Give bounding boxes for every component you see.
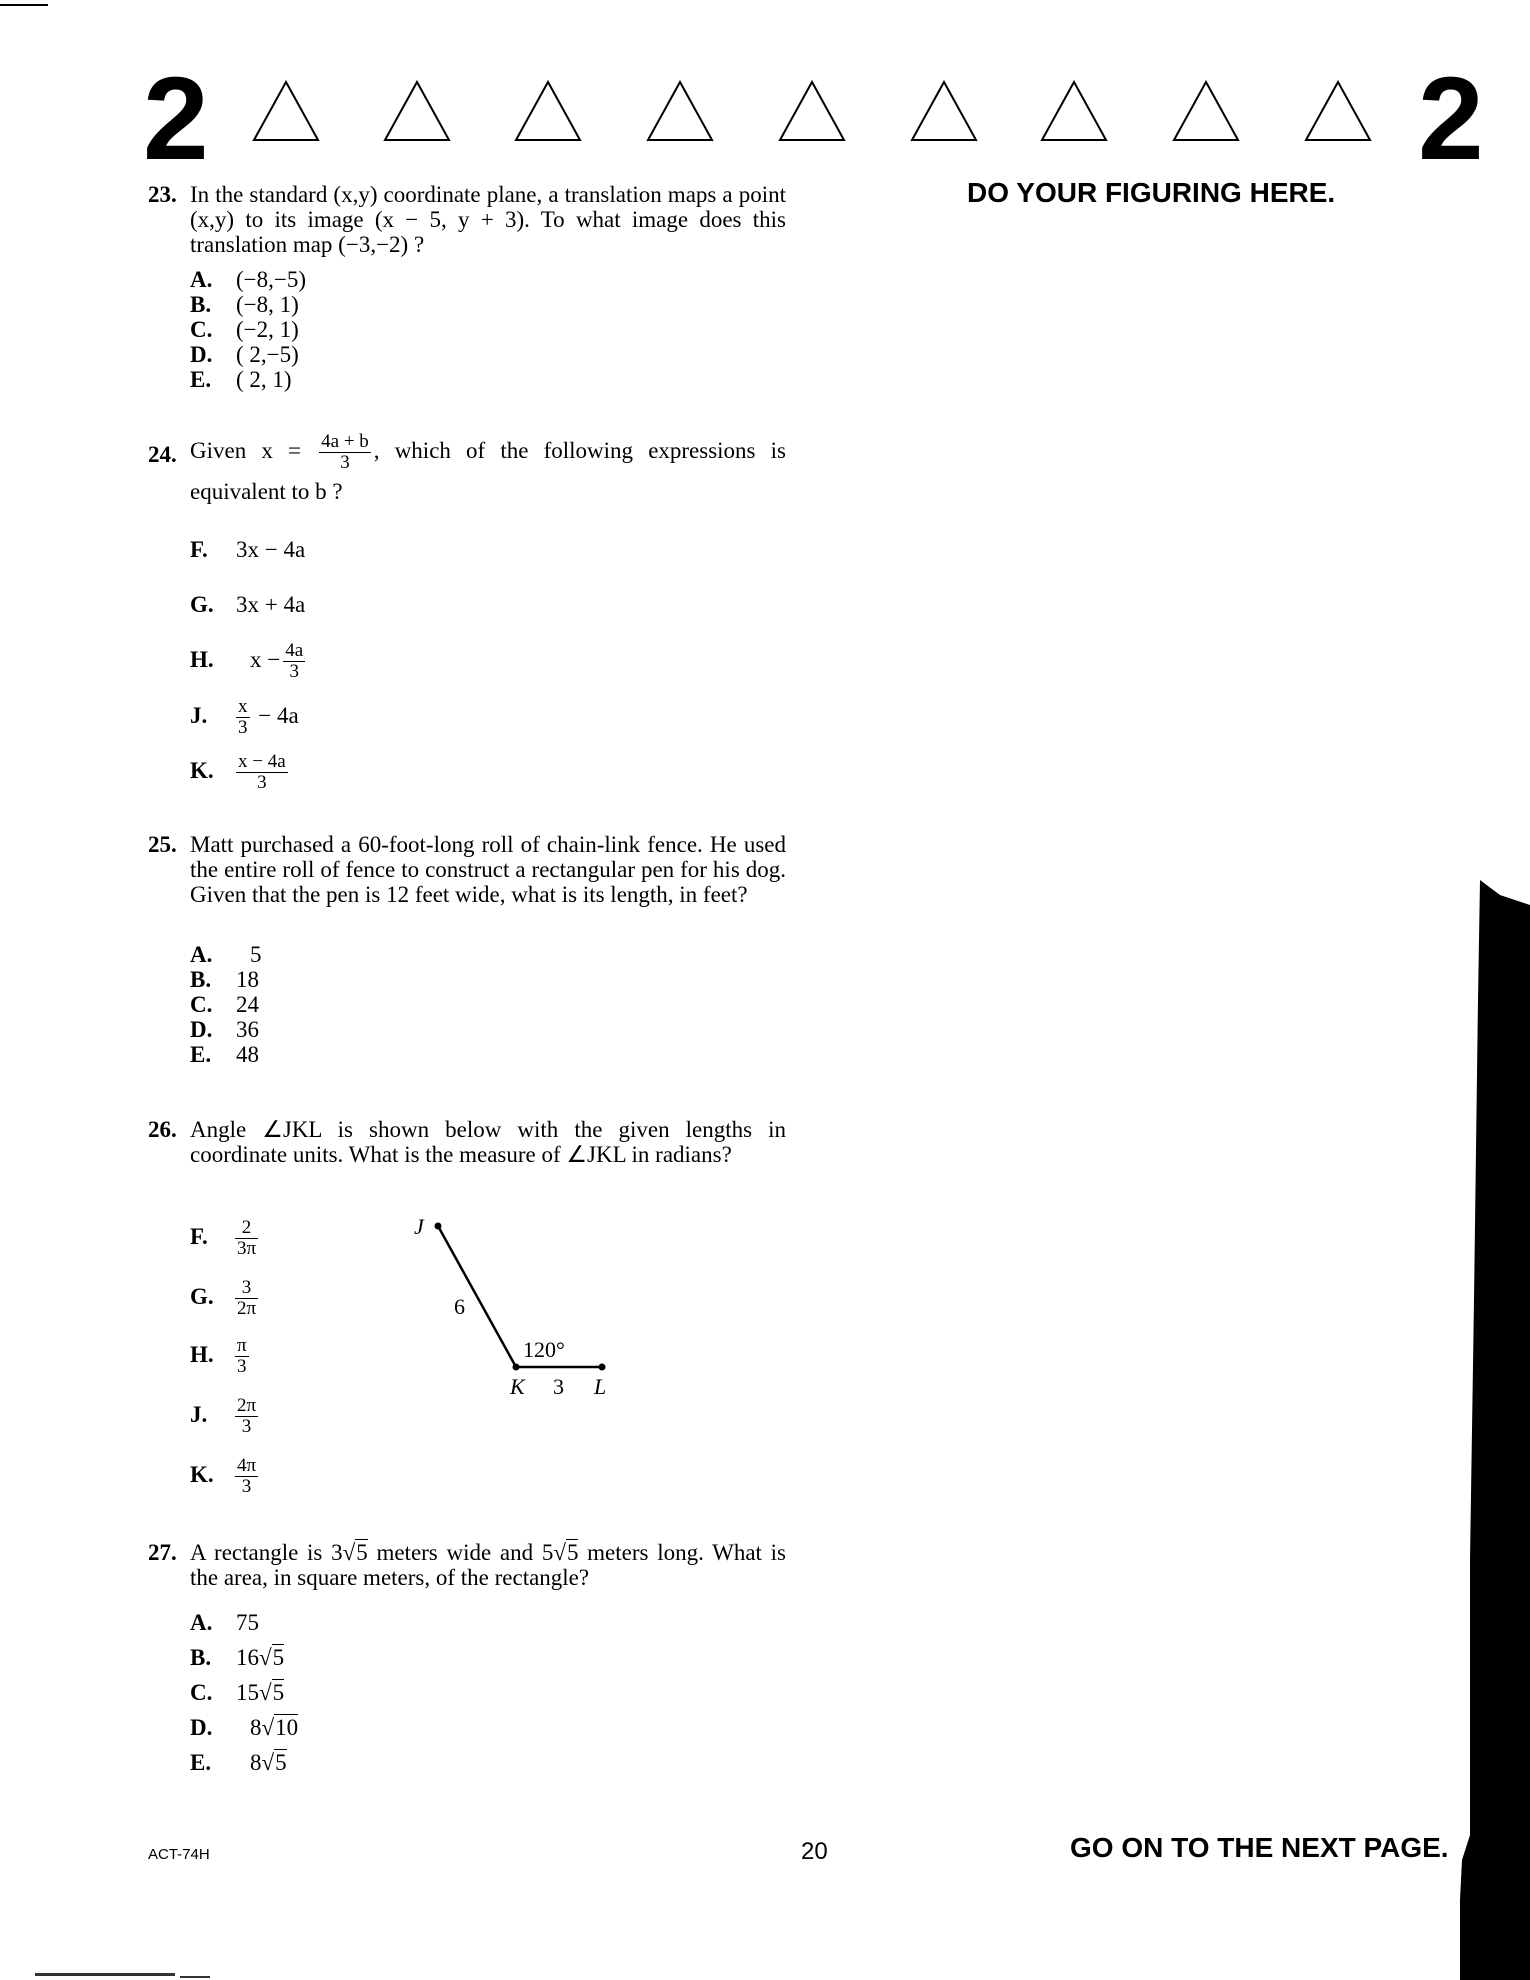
option-j: J. $\frac{2\pi}{3}$ <box>190 1395 257 1437</box>
label-l: L <box>594 1374 607 1399</box>
question-stem: In the standard (x,y) coordinate plane, a translation maps a point (x,y) to its image (x − 5, y + 3). To what image does this translation map (−3,−2) ? <box>190 182 786 257</box>
option-e: E. ( 2, 1) <box>190 367 292 392</box>
option-g: G. 3x + 4a <box>190 592 306 617</box>
triangle-icon <box>648 82 712 140</box>
triangle-icon <box>254 82 318 140</box>
question-number: 25. <box>148 832 177 857</box>
option-a: A. 75 <box>190 1610 259 1635</box>
option-a: A. 5 <box>190 942 262 967</box>
triangle-icon <box>1174 82 1238 140</box>
label-side-kl: 3 <box>553 1374 564 1399</box>
option-c: C. 24 <box>190 992 259 1017</box>
question-number: 24. <box>148 442 177 467</box>
scan-mark <box>0 4 48 6</box>
segment-jk <box>438 1226 516 1367</box>
option-c: C. 15√5 <box>190 1680 285 1705</box>
option-a: A. (−8,−5) <box>190 267 307 292</box>
option-c: C. (−2, 1) <box>190 317 299 342</box>
scan-mark <box>180 1976 210 1978</box>
page-number: 20 <box>801 1838 828 1865</box>
question-number: 23. <box>148 182 177 207</box>
question-number: 26. <box>148 1117 177 1142</box>
triangle-icon <box>516 82 580 140</box>
angle-jkl-figure <box>400 1210 640 1410</box>
figuring-note: DO YOUR FIGURING HERE. <box>967 177 1336 208</box>
test-code: ACT-74H <box>148 1846 210 1863</box>
fraction: $\frac{4a + b}{3}$ <box>321 431 369 474</box>
option-d: D. 36 <box>190 1017 259 1042</box>
triangle-icon <box>912 82 976 140</box>
question-24 <box>148 432 786 511</box>
question-27 <box>148 1540 786 1590</box>
option-k: K. $\frac{4\pi}{3}$ <box>190 1455 257 1497</box>
option-h: H. $\frac{\pi}{3}$ <box>190 1335 247 1377</box>
question-23 <box>148 182 786 257</box>
label-side-jk: 6 <box>454 1294 465 1319</box>
question-stem: Matt purchased a 60-foot-long roll of chain-link fence. He used the entire roll of fence to construct a rectangular pen for his dog. Given that the pen is 12 feet wide, what is its length, in feet? <box>190 832 786 907</box>
triangle-icon <box>385 82 449 140</box>
next-page-note: GO ON TO THE NEXT PAGE. <box>1070 1832 1449 1863</box>
option-f: F. 3x − 4a <box>190 537 306 562</box>
question-26 <box>148 1117 786 1167</box>
option-d: D. 8√10 <box>190 1715 299 1740</box>
question-number: 27. <box>148 1540 177 1565</box>
triangle-row <box>240 78 1400 148</box>
option-e: E. 8√5 <box>190 1750 287 1775</box>
question-stem: A rectangle is 3√5 meters wide and 5√5 meters long. What is the area, in square meters, of the rectangle? <box>190 1540 786 1590</box>
option-e: E. 48 <box>190 1042 259 1067</box>
label-angle: 120° <box>523 1337 565 1362</box>
triangle-icon <box>780 82 844 140</box>
option-g: G. $\frac{3}{2\pi}$ <box>190 1277 257 1319</box>
point-l <box>599 1364 606 1371</box>
section-number-left: 2 <box>143 53 209 185</box>
option-k: K. $\frac{x - 4a}{3}$ <box>190 751 286 793</box>
scan-shadow <box>1440 0 1530 1980</box>
option-d: D. ( 2,−5) <box>190 342 299 367</box>
option-h: H. x − $\frac{4a}{3}$ <box>190 640 304 682</box>
option-b: B. 18 <box>190 967 259 992</box>
option-f: F. $\frac{2}{3\pi}$ <box>190 1217 257 1259</box>
next-page-clip <box>1070 1832 1470 1872</box>
scan-mark <box>35 1973 175 1976</box>
point-k <box>513 1364 520 1371</box>
label-k: K <box>510 1374 525 1399</box>
question-25 <box>148 832 786 907</box>
triangle-icon <box>1042 82 1106 140</box>
point-j <box>435 1223 442 1230</box>
question-stem: Given x = $\frac{4a + b}{3}$ , which of the following expressions is equivalent to b ? <box>190 431 786 505</box>
option-j: J. $\frac{x}{3}$ − 4a <box>190 696 299 738</box>
question-stem: Angle ∠JKL is shown below with the given lengths in coordinate units. What is the measure of ∠JKL in radians? <box>190 1117 786 1167</box>
label-j: J <box>414 1214 424 1239</box>
triangle-icon <box>1306 82 1370 140</box>
option-b: B. (−8, 1) <box>190 292 299 317</box>
option-b: B. 16√5 <box>190 1645 285 1670</box>
section-number-right: 2 <box>1418 53 1484 185</box>
